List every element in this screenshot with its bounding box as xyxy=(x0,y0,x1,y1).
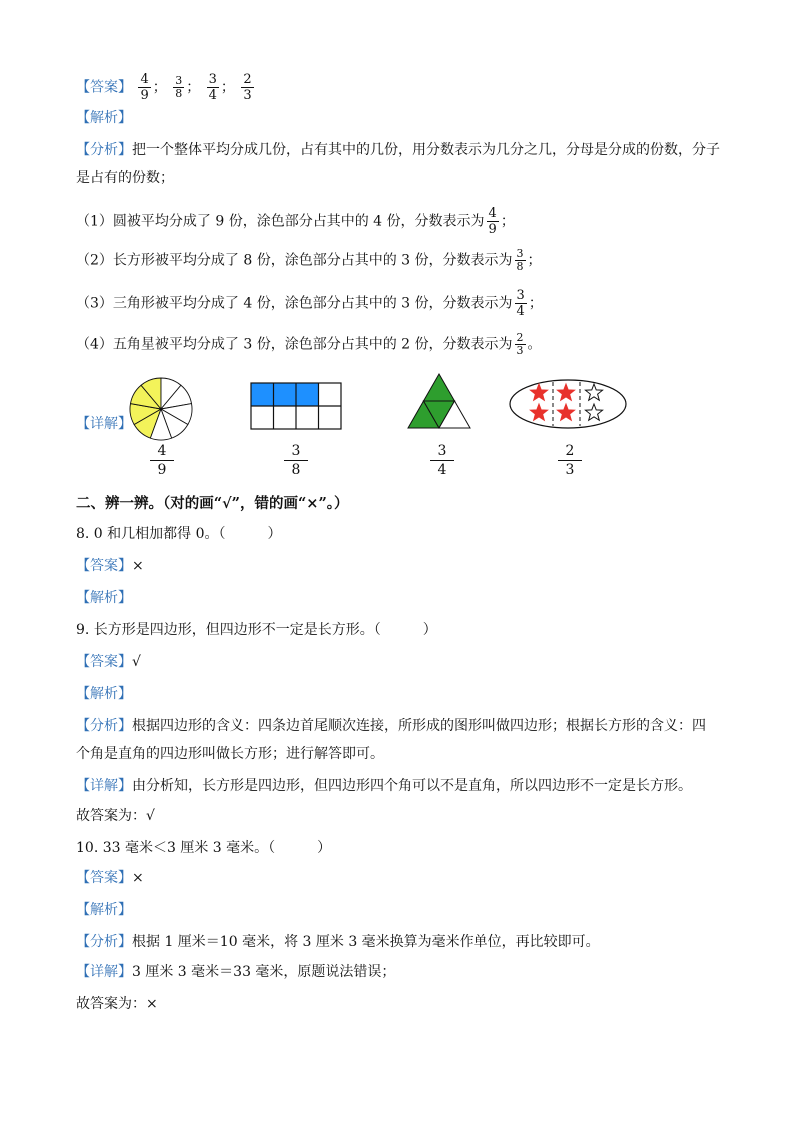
answer-tag: 【答案】 xyxy=(76,79,132,96)
answer-fraction: $\frac{3}{4}$ xyxy=(208,72,217,103)
q9-analysis-line1: 【分析】根据四边形的含义：四条边首尾顺次连接，所形成的图形叫做四边形；根据长方形的含义：四 xyxy=(76,718,706,734)
q7-analysis-line2: 是占有的份数； xyxy=(76,170,174,186)
analysis-heading: 【解析】 xyxy=(76,110,132,126)
q10-answer-line: 【答案】× xyxy=(76,870,144,886)
q10-analysis: 【分析】根据 1 厘米＝10 毫米，将 3 厘米 3 毫米换算为毫米作单位，再比较即可。 xyxy=(76,934,600,950)
circle-figure xyxy=(128,376,194,442)
figure-fraction-circle: $\frac{4}{9}$ xyxy=(150,442,174,479)
q9-analysis-line2: 个角是直角的四边形叫做长方形；进行解答即可。 xyxy=(76,746,384,762)
q7-item-2: （2）长方形被平均分成了 8 份，涂色部分占其中的 3 份，分数表示为 $\frac{3}{8}$ ； xyxy=(76,247,542,273)
stars-ellipse-figure xyxy=(508,378,628,430)
q7-analysis-line1: 【分析】把一个整体平均分成几份，占有其中的几份，用分数表示为几分之几，分母是分成的份数，分子 xyxy=(76,142,720,158)
figure-fraction-stars: $\frac{2}{3}$ xyxy=(558,442,582,479)
q8-analysis-heading: 【解析】 xyxy=(76,590,132,606)
q10-question: 10. 33 毫米＜3 厘米 3 毫米。（ ） xyxy=(76,840,332,856)
q7-answer-line: 【答案】 $\frac{4}{9}$ ； $\frac{3}{8}$ ； $\frac{3}{4}$ ； $\frac{2}{3}$ xyxy=(76,72,252,103)
section-title: 二、辨一辨。（对的画“√”，错的画“×”。） xyxy=(76,495,349,512)
analysis-tag: 【分析】 xyxy=(76,142,132,158)
q9-question: 9. 长方形是四边形，但四边形不一定是长方形。（ ） xyxy=(76,622,437,638)
figure-fraction-rectangle: $\frac{3}{8}$ xyxy=(284,442,308,479)
q10-detail: 【详解】3 厘米 3 毫米＝33 毫米，原题说法错误； xyxy=(76,964,396,980)
q7-item-1: （1）圆被平均分成了 9 份，涂色部分占其中的 4 份，分数表示为 $\frac{4}{9}$ ； xyxy=(76,206,515,237)
q9-analysis-heading: 【解析】 xyxy=(76,686,132,702)
triangle-figure xyxy=(406,372,472,430)
answer-fraction: $\frac{3}{8}$ xyxy=(175,74,183,100)
q9-conclusion: 故答案为：√ xyxy=(76,808,155,824)
q7-item-3: （3）三角形被平均分成了 4 份，涂色部分占其中的 3 份，分数表示为 $\frac{3}{4}$ ； xyxy=(76,288,543,319)
answer-fraction: $\frac{2}{3}$ xyxy=(243,72,252,103)
q9-detail: 【详解】由分析知，长方形是四边形，但四边形四个角可以不是直角，所以四边形不一定是长方形。 xyxy=(76,778,692,794)
q7-item-4: （4）五角星被平均分成了 3 份，涂色部分占其中的 2 份，分数表示为 $\frac{2}{3}$ 。 xyxy=(76,331,542,357)
q8-answer-line: 【答案】× xyxy=(76,558,144,574)
q10-conclusion: 故答案为：× xyxy=(76,996,158,1012)
answer-fraction: $\frac{4}{9}$ xyxy=(140,72,149,103)
q8-question: 8. 0 和几相加都得 0。（ ） xyxy=(76,526,282,542)
q10-analysis-heading: 【解析】 xyxy=(76,902,132,918)
rectangle-figure xyxy=(250,382,342,430)
detail-tag: 【详解】 xyxy=(76,416,132,432)
q9-answer-line: 【答案】√ xyxy=(76,654,141,670)
figure-fraction-triangle: $\frac{3}{4}$ xyxy=(430,442,454,479)
